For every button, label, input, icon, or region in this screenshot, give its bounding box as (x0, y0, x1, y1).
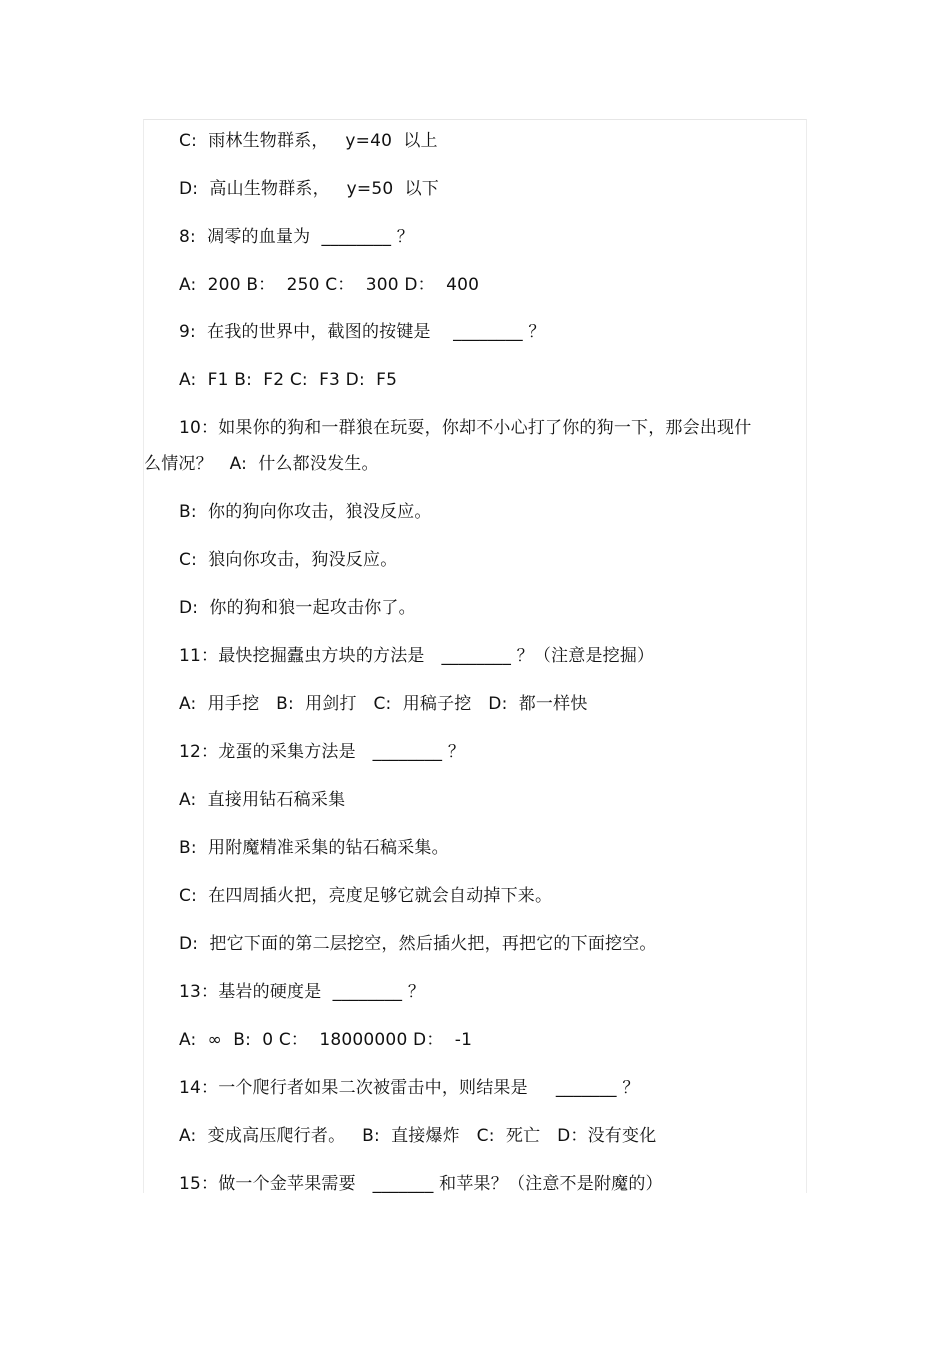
question-9: 9: 在我的世界中，截图的按键是 ________ ？ (179, 322, 546, 342)
question-12: 12：龙蛋的采集方法是 ________ ？ (179, 742, 466, 762)
question-10: 10：如果你的狗和一群狼在玩耍，你却不小心打了你的狗一下，那会出现什 (179, 418, 752, 438)
text-line: D: 把它下面的第二层挖空，然后插火把，再把它的下面挖空。 (179, 934, 657, 954)
text-line: C: 在四周插火把，亮度足够它就会自动掉下来。 (179, 886, 553, 906)
question-11: 11：最快挖掘蠹虫方块的方法是 ________ ？（注意是挖掘） (179, 646, 655, 666)
text-line: B: 用附魔精准采集的钻石稿采集。 (179, 838, 449, 858)
text-line: A: 直接用钻石稿采集 (179, 790, 346, 810)
text-line: A: 变成高压爬行者。 B: 直接爆炸 C: 死亡 D：没有变化 (179, 1126, 657, 1146)
text-line: C: 雨林生物群系， y=40 以上 (179, 131, 438, 151)
question-8: 8: 凋零的血量为 ________ ？ (179, 227, 414, 247)
text-line: A: 200 B： 250 C： 300 D： 400 (179, 275, 480, 295)
question-13: 13：基岩的硬度是 ________ ？ (179, 982, 426, 1002)
text-line: C: 狼向你攻击，狗没反应。 (179, 550, 398, 570)
question-15: 15：做一个金苹果需要 _______ 和苹果？（注意不是附魔的） (179, 1174, 663, 1193)
text-line: A: F1 B: F2 C: F3 D: F5 (179, 370, 398, 390)
text-line: B: 你的狗向你攻击，狼没反应。 (179, 502, 432, 522)
text-line: D: 高山生物群系， y=50 以下 (179, 179, 439, 199)
text-line: A: 用手挖 B: 用剑打 C: 用稿子挖 D: 都一样快 (179, 694, 588, 714)
text-line: 么情况？ A: 什么都没发生。 (144, 454, 379, 474)
text-line: D: 你的狗和狼一起攻击你了。 (179, 598, 416, 618)
document-page (143, 119, 807, 1193)
text-line: A: ∞ B: 0 C： 18000000 D： -1 (179, 1030, 473, 1050)
question-14: 14：一个爬行者如果二次被雷击中，则结果是 _______ ？ (179, 1078, 640, 1098)
